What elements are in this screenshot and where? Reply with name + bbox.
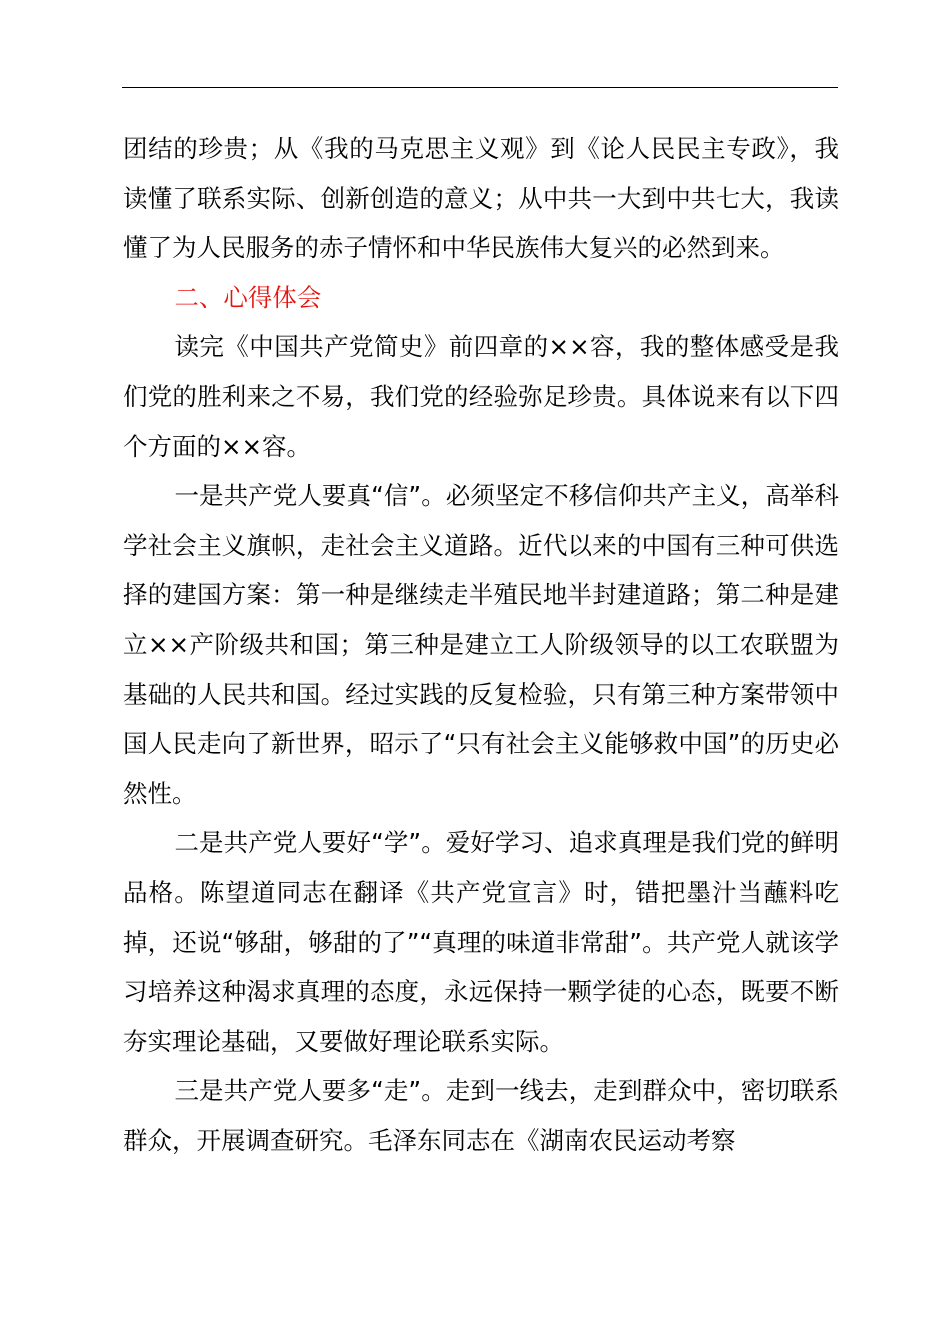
section-heading: 二、心得体会 [174, 282, 322, 312]
header-rule [122, 87, 838, 88]
paragraph-point-two: 二是共产党人要好“学”。爱好学习、追求真理是我们党的鲜明品格。陈望道同志在翻译《共产党宣言》时，错把墨汁当蘸料吃掉，还说“够甜，够甜的了”“真理的味道非常甜”。共产党人就该学习培养这种渴求真理的态度，永远保持一颗学徒的心态，既要不断夯实理论基础，又要做好理论联系实际。 [123, 828, 839, 1056]
document-body [123, 124, 839, 1165]
paragraph-point-one: 一是共产党人要真“信”。必须坚定不移信仰共产主义，高举科学社会主义旗帜，走社会主义道路。近代以来的中国有三种可供选择的建国方案：第一种是继续走半殖民地半封建道路；第二种是建立××产阶级共和国；第三种是建立工人阶级领导的以工农联盟为基础的人民共和国。经过实践的反复检验，只有第三种方案带领中国人民走向了新世界，昭示了“只有社会主义能够救中国”的历史必然性。 [123, 481, 839, 808]
paragraph-point-three: 三是共产党人要多“走”。走到一线去，走到群众中，密切联系群众，开展调查研究。毛泽东同志在《湖南农民运动考察 [123, 1076, 839, 1155]
paragraph-overall-feeling: 读完《中国共产党简史》前四章的××容，我的整体感受是我们党的胜利来之不易，我们党的经验弥足珍贵。具体说来有以下四个方面的××容。 [123, 332, 839, 461]
paragraph-continued: 团结的珍贵；从《我的马克思主义观》到《论人民民主专政》，我读懂了联系实际、创新创造的意义；从中共一大到中共七大，我读懂了为人民服务的赤子情怀和中华民族伟大复兴的必然到来。 [123, 134, 839, 263]
